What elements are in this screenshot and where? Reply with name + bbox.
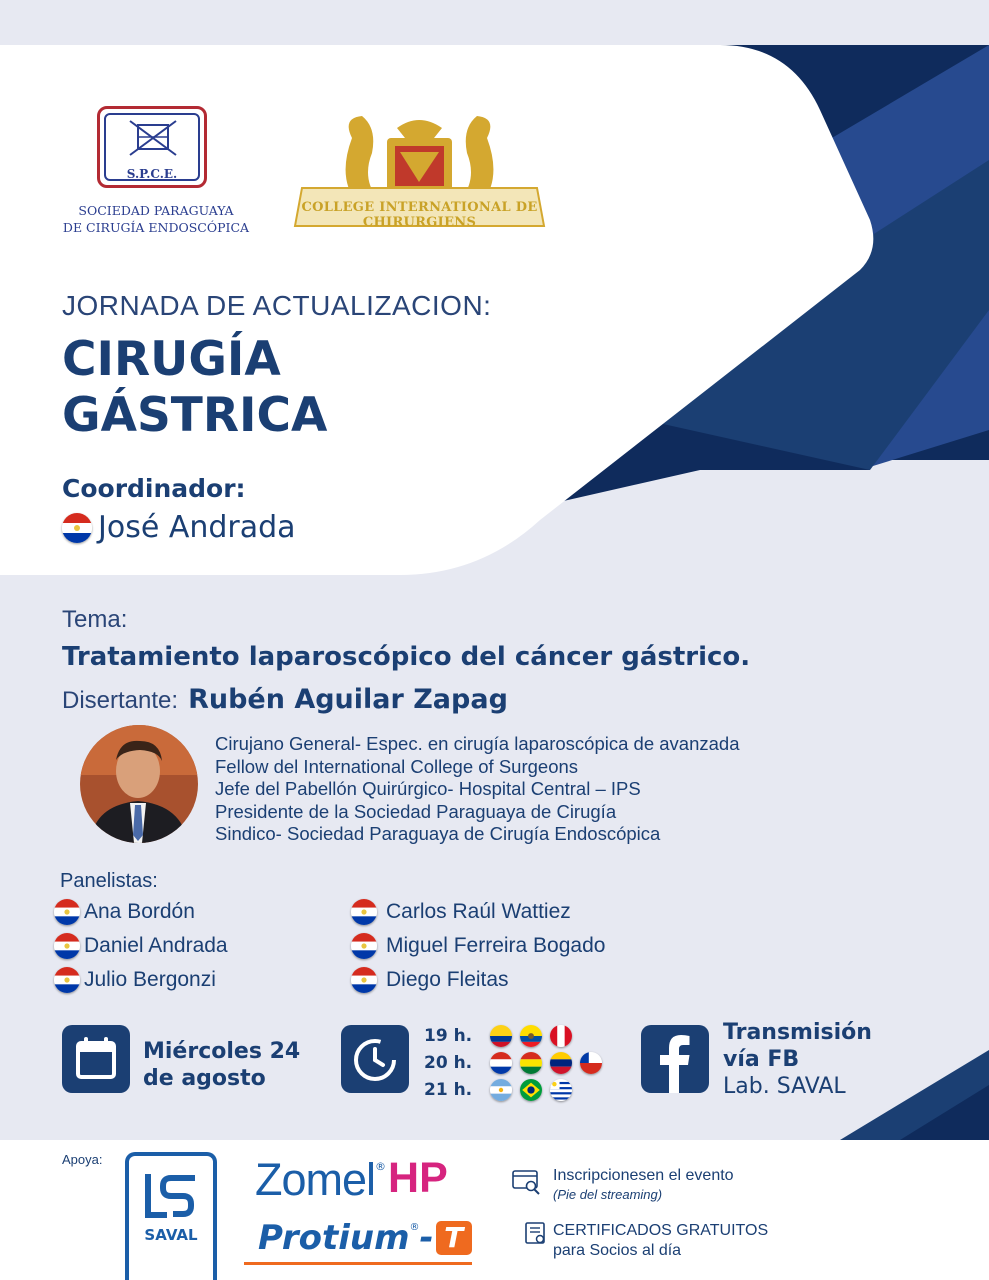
saval-logo [125, 1152, 217, 1280]
panelist-item [351, 933, 605, 959]
college-text: COLLEGE INTERNATIONAL DE CHIRURGIENS [301, 200, 538, 230]
calendar-icon [62, 1025, 130, 1093]
coordinator-name: José Andrada [98, 510, 296, 545]
fb-line1: Transmisión [723, 1020, 872, 1045]
paraguay-flag-icon [54, 933, 80, 959]
protium-t-badge: T [436, 1221, 472, 1255]
panelist-name: Miguel Ferreira Bogado [386, 934, 606, 957]
endoscopy-emblem-icon [128, 117, 178, 161]
panelist-name: Ana Bordón [84, 900, 195, 923]
time-row [424, 1022, 610, 1049]
paraguay-flag-icon [351, 899, 377, 925]
spce-name [56, 202, 256, 236]
time-hour: 20 h. [424, 1052, 473, 1073]
certificate-icon [524, 1222, 548, 1250]
disertante-label: Disertante: [62, 687, 179, 714]
tema-value: Tratamiento laparoscópico del cáncer gástrico. [62, 642, 751, 672]
time-hour: 21 h. [424, 1079, 473, 1100]
panelist-name: Carlos Raúl Wattiez [386, 900, 571, 923]
bolivia-flag-icon [520, 1052, 542, 1074]
bio-line: Fellow del International College of Surgeons [215, 755, 579, 777]
panelist-name: Diego Fleitas [386, 968, 509, 991]
speaker-photo [80, 725, 198, 843]
date-line2: de agosto [143, 1066, 266, 1091]
coordinator-label: Coordinador: [62, 474, 246, 503]
brazil-flag-icon [520, 1079, 542, 1101]
paraguay-flag-icon [351, 967, 377, 993]
bio-line: Sindico- Sociedad Paraguaya de Cirugía Endoscópica [215, 823, 661, 844]
peru-flag-icon [550, 1025, 572, 1047]
zomel-registered: ® [375, 1160, 387, 1173]
disertante [62, 684, 508, 715]
event-times [424, 1022, 610, 1103]
protium-name: Protium [258, 1218, 410, 1258]
title-line1: CIRUGÍA [62, 332, 281, 387]
fb-line3: Lab. SAVAL [723, 1074, 846, 1099]
panelist-name: Julio Bergonzi [84, 968, 216, 991]
spce-logo [97, 106, 207, 188]
bio-line: Jefe del Pabellón Quirúrgico- Hospital Central – IPS [215, 778, 641, 799]
uruguay-flag-icon [550, 1079, 572, 1101]
certificados-subtitle: para Socios al día [553, 1242, 682, 1259]
spce-abbr: S.P.C.E. [126, 167, 178, 181]
coordinator [62, 510, 296, 545]
paraguay-flag-icon [54, 967, 80, 993]
paraguay-flag-icon [351, 933, 377, 959]
college-international-logo [282, 108, 557, 236]
time-hour: 19 h. [424, 1025, 473, 1046]
event-date [143, 1038, 300, 1092]
date-line1: Miércoles 24 [143, 1039, 301, 1064]
title-line2: GÁSTRICA [62, 388, 328, 443]
certificados-title: CERTIFICADOS GRATUITOS [553, 1222, 769, 1239]
saval-emblem-icon [141, 1170, 201, 1222]
panelist-item [54, 967, 216, 993]
panelist-item [351, 967, 509, 993]
panelist-name: Daniel Andrada [84, 934, 228, 957]
web-search-icon [512, 1170, 542, 1200]
ecuador-flag-icon [520, 1025, 542, 1047]
zomel-hp-logo [255, 1154, 448, 1206]
protium-underline [244, 1262, 472, 1265]
spce-name-line1: SOCIEDAD PARAGUAYA [78, 203, 234, 218]
protium-registered: ® [409, 1222, 420, 1233]
panelist-item [351, 899, 571, 925]
paraguay-flag-icon [62, 513, 92, 543]
protium-t-logo: Protium ® - T [258, 1218, 472, 1258]
inscripciones-title: Inscripcionesen el evento [553, 1167, 734, 1184]
facebook-icon [641, 1025, 709, 1093]
panelistas-label: Panelistas: [60, 870, 158, 892]
chile-flag-icon [580, 1052, 602, 1074]
speaker-bio [215, 733, 739, 846]
fb-line2: vía FB [723, 1047, 800, 1072]
time-row [424, 1076, 610, 1103]
spce-name-line2: DE CIRUGÍA ENDOSCÓPICA [62, 220, 250, 235]
saval-text: SAVAL [144, 1226, 198, 1244]
paraguay-flag-icon [54, 899, 80, 925]
panelist-item [54, 899, 195, 925]
facebook-stream [723, 1019, 872, 1100]
apoya-label: Apoya: [62, 1152, 103, 1167]
jornada-heading: JORNADA DE ACTUALIZACION: [62, 290, 492, 321]
zomel-hp: HP [388, 1154, 448, 1202]
paraguay-flag-icon [490, 1052, 512, 1074]
disertante-name: Rubén Aguilar Zapag [188, 684, 508, 715]
panelist-item [54, 933, 228, 959]
tema-label: Tema: [62, 606, 128, 633]
bio-line: Cirujano General- Espec. en cirugía laparoscópica de avanzada [215, 733, 740, 754]
colombia-flag-icon [490, 1025, 512, 1047]
inscripciones-subtitle: (Pie del streaming) [553, 1187, 663, 1202]
clock-icon [341, 1025, 409, 1093]
zomel-name: Zomel [255, 1154, 376, 1205]
venezuela-flag-icon [550, 1052, 572, 1074]
bio-line: Presidente de la Sociedad Paraguaya de Cirugía [215, 800, 617, 822]
argentina-flag-icon [490, 1079, 512, 1101]
time-row [424, 1049, 610, 1076]
